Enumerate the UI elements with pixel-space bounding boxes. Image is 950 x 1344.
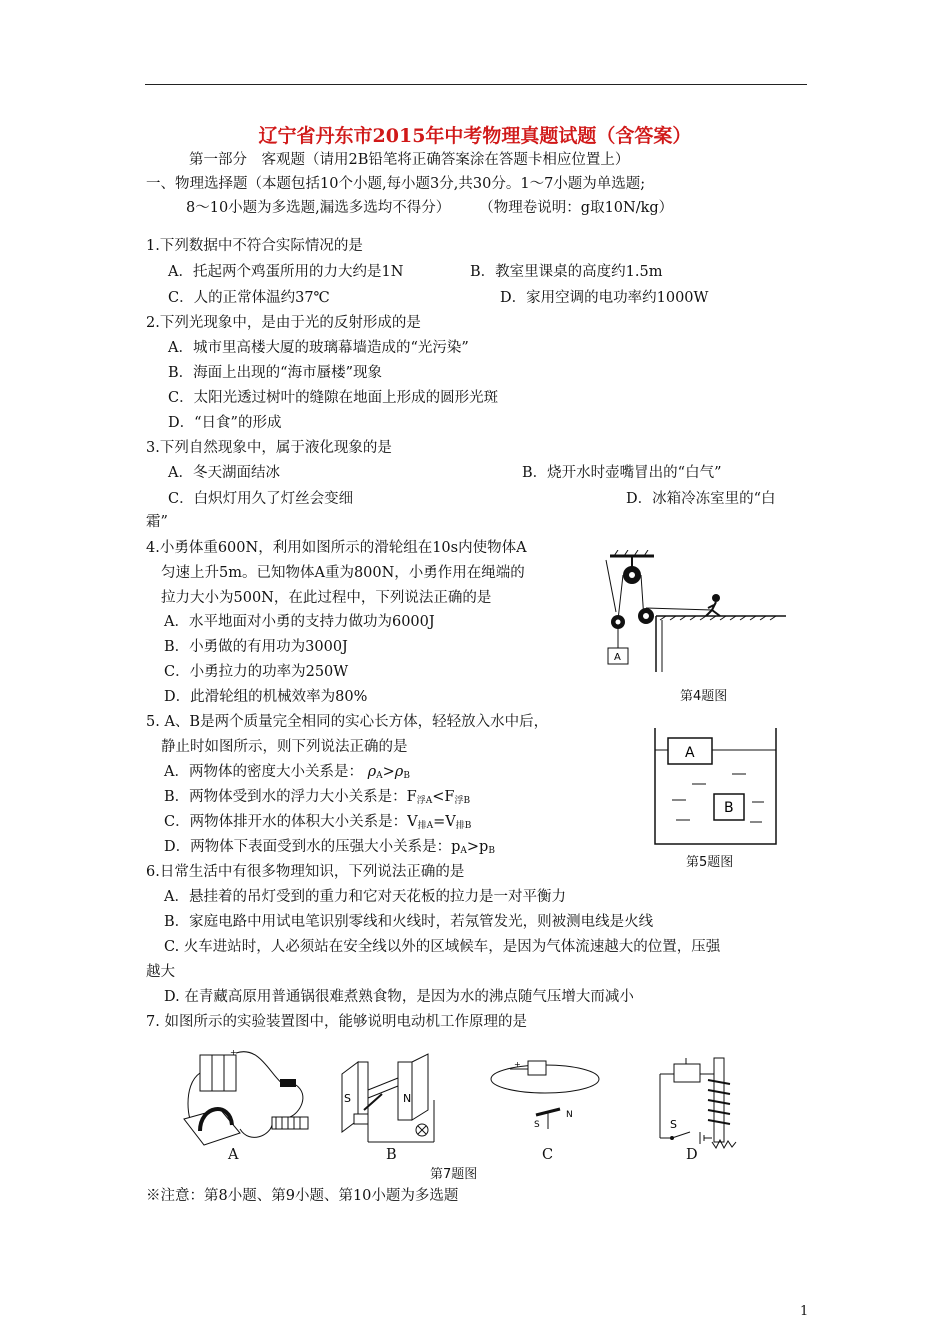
q1-stem: 1.下列数据中不符合实际情况的是 (146, 238, 363, 254)
q4-option-d: D．此滑轮组的机械效率为80% (164, 689, 368, 705)
fig7-label-d: D (686, 1147, 698, 1163)
part-heading: 第一部分 客观题（请用2B铅笔将正确答案涂在答题卡相应位置上） (189, 152, 630, 168)
q5-option-b: B．两物体受到水的浮力大小关系是：$F_{浮A}<F_{浮B}$ (164, 789, 471, 806)
q3-option-a: A．冬天湖面结冰 (168, 465, 280, 481)
q3-option-b: B．烧开水时壶嘴冒出的“白气” (522, 465, 722, 481)
page-number: 1 (800, 1304, 809, 1319)
q2-option-d: D．“日食”的形成 (168, 415, 282, 431)
fig7-c-oersted (490, 1055, 600, 1140)
q2-option-a: A．城市里高楼大厦的玻璃幕墙造成的“光污染” (168, 340, 469, 356)
q5-option-a: A．两物体的密度大小关系是： $\rho_A>\rho_B$ (164, 764, 410, 781)
q4-stem-1: 4.小勇体重600N，利用如图所示的滑轮组在10s内使物体A (146, 540, 527, 556)
q1-option-b: B．教室里课桌的高度约1.5m (470, 264, 663, 280)
q3-stem: 3.下列自然现象中，属于液化现象的是 (146, 440, 392, 456)
q6-option-a: A．悬挂着的吊灯受到的重力和它对天花板的拉力是一对平衡力 (164, 889, 566, 905)
q5-stem-1: 5. A、B是两个质量完全相同的实心长方体，轻轻放入水中后， (146, 714, 549, 730)
magnet-s-label: S (344, 1092, 351, 1105)
fig7-b-magnet (338, 1050, 438, 1150)
q1-option-a: A．托起两个鸡蛋所用的力大约是1N (168, 264, 404, 280)
fig7-label-c: C (542, 1147, 554, 1163)
section-heading: 一、物理选择题（本题包括10个小题,每小题3分,共30分。1～7小题为单选题; (146, 176, 646, 192)
q5-option-d: D．两物体下表面受到水的压强大小关系是：$p_A>p_B$ (164, 839, 495, 856)
needle-s-label: S (534, 1120, 540, 1130)
q2-option-b: B．海面上出现的“海市蜃楼”现象 (168, 365, 382, 381)
q2-stem: 2.下列光现象中，是由于光的反射形成的是 (146, 315, 421, 331)
needle-n-label: N (566, 1110, 573, 1120)
block-a-label: A (685, 745, 695, 761)
switch-s-label: S (670, 1118, 677, 1131)
pulley-figure (596, 550, 791, 675)
q4-option-a: A．水平地面对小勇的支持力做功为6000J (164, 614, 435, 630)
fig7-label-a: A (228, 1147, 239, 1163)
q5-option-c: C．两物体排开水的体积大小关系是：$V_{排A}=V_{排B}$ (164, 814, 472, 831)
q1-option-c: C．人的正常体温约37℃ (168, 290, 330, 306)
q4-option-c: C．小勇拉力的功率为250W (164, 664, 349, 680)
wire-plus-sign: + (514, 1060, 521, 1069)
page-title: 辽宁省丹东市2015年中考物理真题试题（含答案） (258, 125, 692, 147)
q2-option-c: C．太阳光透过树叶的缝隙在地面上形成的圆形光斑 (168, 390, 499, 406)
fig5-caption: 第5题图 (686, 855, 734, 870)
q3-option-d-cont: 霜” (146, 514, 168, 530)
fig4-caption: 第4题图 (680, 689, 728, 704)
section-heading-cont: 8～10小题为多选题,漏选多选均不得分） （物理卷说明：g取10N/kg） (186, 200, 674, 216)
multi-choice-note: ※注意：第8小题、第9小题、第10小题为多选题 (146, 1188, 459, 1204)
pulley-object-label: A (614, 652, 621, 663)
q6-option-c: C. 火车进站时，人必须站在安全线以外的区域候车，是因为气体流速越大的位置，压强 (164, 939, 721, 955)
buoyancy-figure (652, 728, 780, 846)
fig7-a-circuit (180, 1045, 320, 1160)
q5-stem-2: 静止时如图所示，则下列说法正确的是 (161, 739, 408, 755)
q4-stem-2: 匀速上升5m。已知物体A重为800N，小勇作用在绳端的 (161, 565, 525, 581)
q3-option-c: C．白炽灯用久了灯丝会变细 (168, 491, 354, 507)
q6-option-b: B．家庭电路中用试电笔识别零线和火线时，若氖管发光，则被测电线是火线 (164, 914, 654, 930)
magnet-n-label: N (403, 1092, 412, 1105)
battery-plus-sign: + (230, 1048, 237, 1057)
q6-stem: 6.日常生活中有很多物理知识，下列说法正确的是 (146, 864, 465, 880)
q4-stem-3: 拉力大小为500N，在此过程中，下列说法正确的是 (161, 590, 492, 606)
fig7-label-b: B (386, 1147, 397, 1163)
q1-option-d: D．家用空调的电功率约1000W (500, 290, 709, 306)
q3-option-d: D．冰箱冷冻室里的“白 (626, 491, 776, 507)
q6-option-d: D. 在青藏高原用普通锅很难煮熟食物，是因为水的沸点随气压增大而减小 (164, 989, 634, 1005)
q7-stem: 7. 如图所示的实验装置图中，能够说明电动机工作原理的是 (146, 1014, 527, 1030)
fig7-d-electromagnet (650, 1050, 750, 1150)
block-b-label: B (724, 800, 734, 816)
header-rule (145, 84, 807, 85)
fig7-caption: 第7题图 (430, 1167, 478, 1182)
q4-option-b: B．小勇做的有用功为3000J (164, 639, 348, 655)
q6-option-c-cont: 越大 (146, 964, 175, 980)
